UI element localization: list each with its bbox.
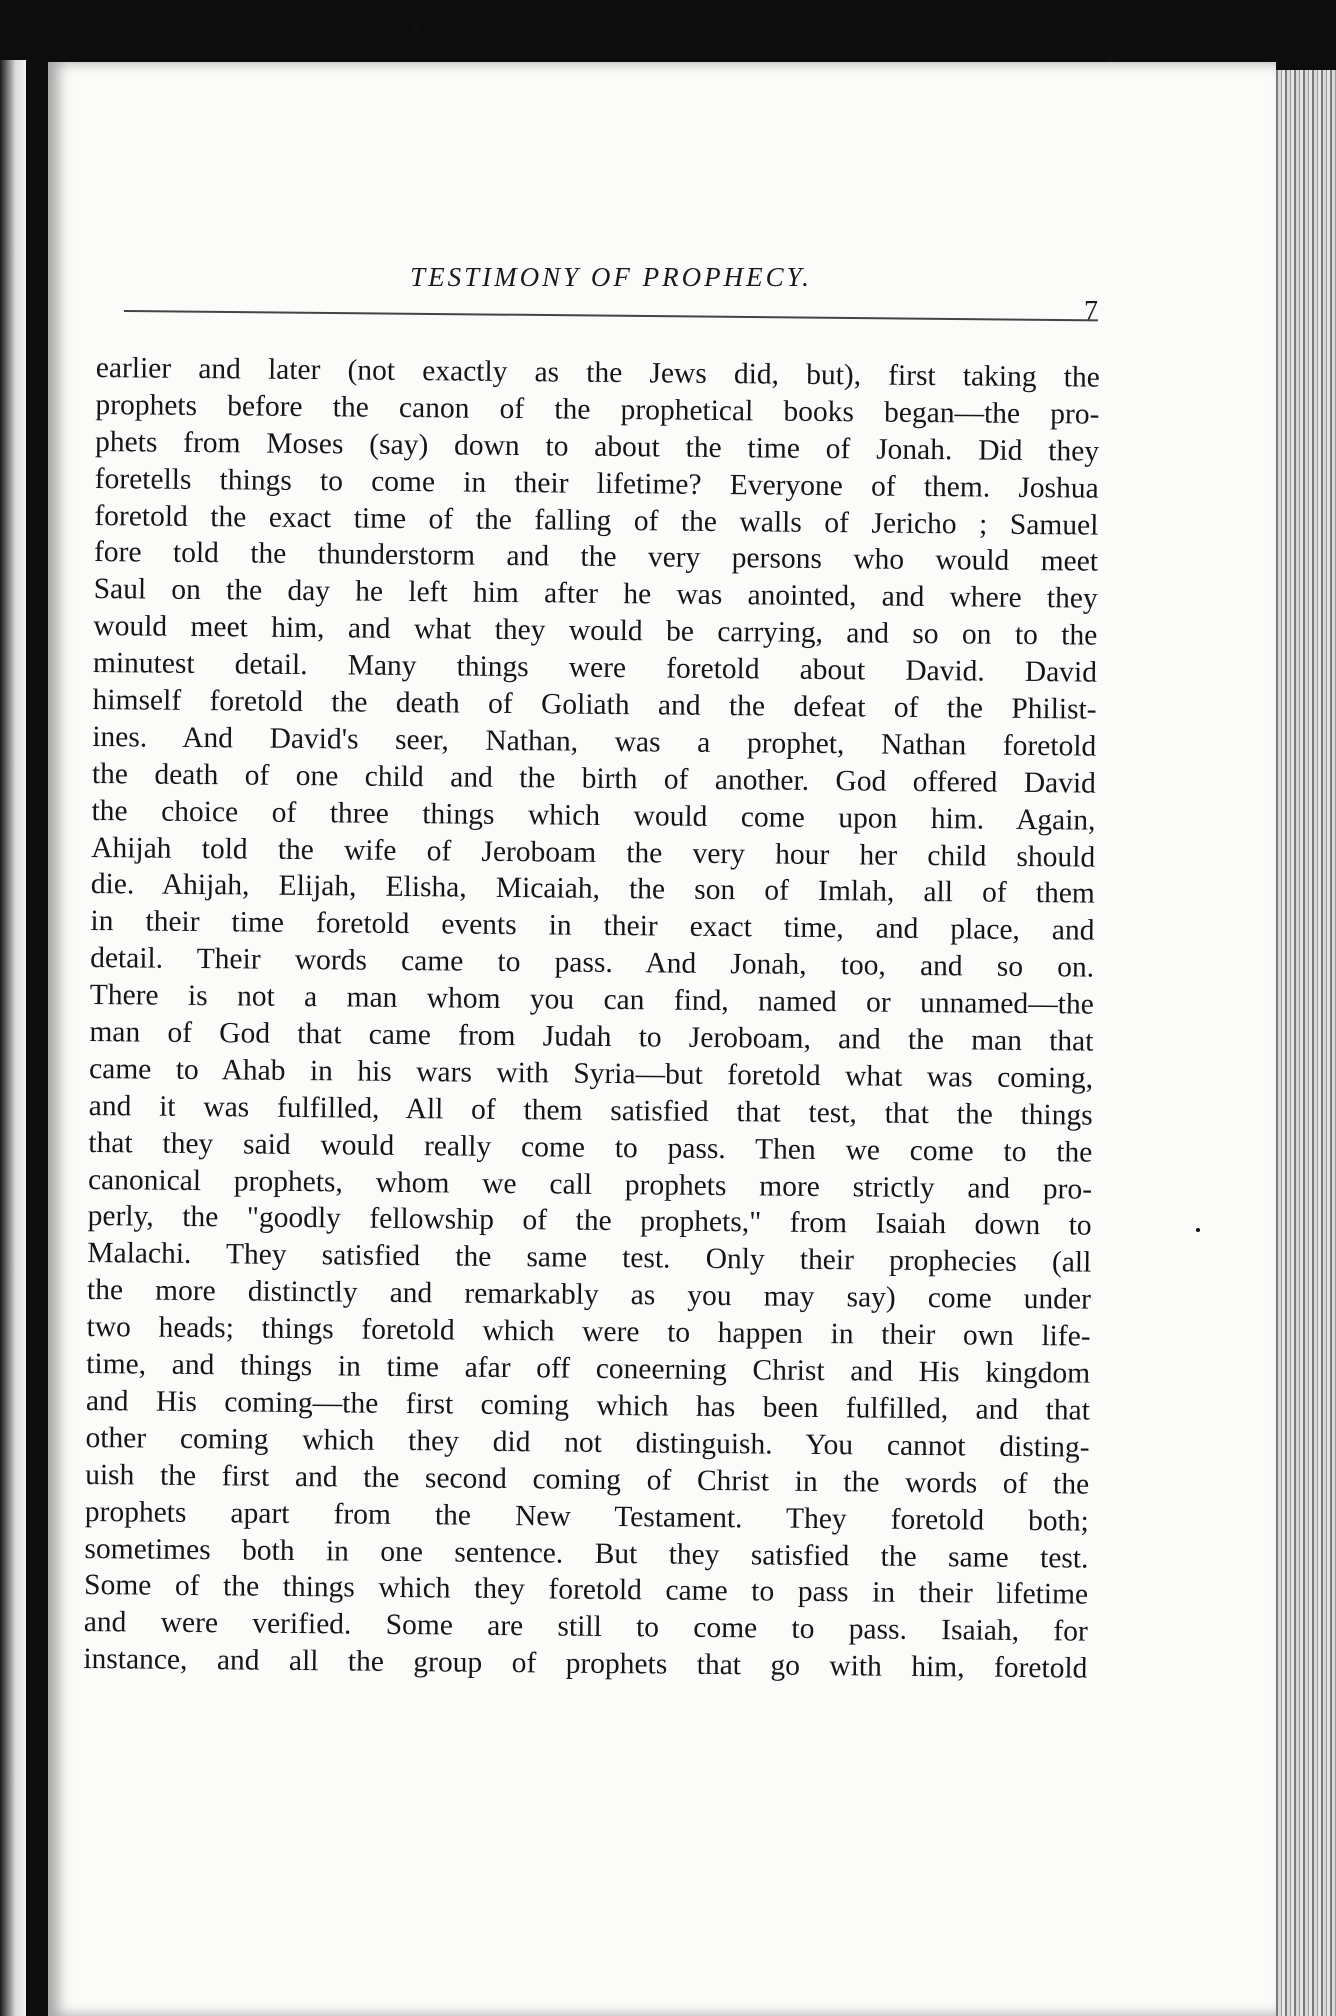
text-line: the choice of three things which would come upon him. Again, — [91, 794, 1096, 837]
ink-speck — [412, 26, 419, 31]
text-line: fore told the thunderstorm and the very persons who would meet — [93, 536, 1099, 579]
text-line: in their time foretold events in their exact time, and place, and — [90, 905, 1095, 947]
text-line: Ahijah told the wife of Jeroboam the very hour her child should — [91, 831, 1096, 874]
text-line: foretold the exact time of the falling of the walls of Jericho ; Samuel — [94, 499, 1099, 542]
text-line: prophets apart from the New Testament. They foretold both; — [84, 1495, 1089, 1538]
text-line: canonical prophets, whom we call prophets more strictly and pro- — [87, 1163, 1093, 1206]
text-line: perly, the "goodly fellowship of the prophets," from Isaiah down to — [87, 1200, 1092, 1243]
text-line: minutest detail. Many things were foretold about David. David — [92, 647, 1098, 689]
text-line: man of God that came from Judah to Jeroboam, and the man that — [89, 1016, 1094, 1058]
text-line: ines. And David's seer, Nathan, was a prophet, Nathan foretold — [92, 720, 1097, 763]
text-line: foretells things to come in their lifetime? Everyone of them. Joshua — [94, 462, 1099, 505]
text-line: die. Ahijah, Elijah, Elisha, Micaiah, the son of Imlah, all of them — [90, 868, 1095, 911]
ink-speck — [1196, 1228, 1200, 1232]
text-line: the more distinctly and remarkably as you may say) come under — [86, 1274, 1092, 1316]
text-line: and it was fulfilled, All of them satisfied that test, that the things — [88, 1089, 1093, 1132]
text-line: and were verified. Some are still to come to pass. Isaiah, for — [83, 1606, 1088, 1648]
ink-speck — [1108, 56, 1113, 61]
text-line: the death of one child and the birth of another. God offered David — [91, 757, 1097, 800]
text-line: Saul on the day he left him after he was anointed, and where they — [93, 573, 1098, 615]
facing-page-edge — [0, 60, 26, 2016]
text-line: that they said would really come to pass. Then we come to the — [88, 1126, 1093, 1169]
page-stack-edge — [1276, 70, 1336, 2016]
text-line: himself foretold the death of Goliath and the defeat of the Philist- — [92, 684, 1097, 726]
text-line: two heads; things foretold which were to happen in their own life- — [86, 1311, 1091, 1353]
text-line: prophets before the canon of the prophetical books began—the pro- — [95, 388, 1100, 431]
text-line: There is not a man whom you can find, named or unnamed—the — [89, 979, 1094, 1021]
running-head — [124, 262, 1098, 327]
text-line: instance, and all the group of prophets that go with him, foretold — [83, 1643, 1088, 1685]
text-line: and His coming—the first coming which has been fulfilled, and that — [85, 1384, 1091, 1427]
text-line: uish the first and the second coming of Christ in the words of the — [85, 1458, 1090, 1501]
text-line: other coming which they did not distinguish. You cannot disting- — [85, 1421, 1090, 1464]
text-line: came to Ahab in his wars with Syria—but foretold what was coming, — [88, 1052, 1094, 1095]
text-line: detail. Their words came to pass. And Jonah, too, and so on. — [90, 942, 1095, 984]
text-line: phets from Moses (say) down to about the time of Jonah. Did they — [94, 425, 1100, 468]
text-line: sometimes both in one sentence. But they satisfied the same test. — [84, 1532, 1089, 1575]
text-line: earlier and later (not exactly as the Jews did, but), first taking the — [95, 351, 1100, 394]
body-text — [83, 350, 1100, 1688]
text-line: time, and things in time afar off coneerning Christ and His kingdom — [86, 1348, 1091, 1390]
text-line: would meet him, and what they would be carrying, and so on to the — [93, 610, 1098, 652]
running-title: TESTIMONY OF PROPHECY. — [410, 262, 812, 292]
page-number: 7 — [1084, 296, 1098, 327]
text-line: Some of the things which they foretold came to pass in their lifetime — [83, 1569, 1089, 1611]
text-line: Malachi. They satisfied the same test. Only their prophecies (all — [87, 1237, 1092, 1279]
